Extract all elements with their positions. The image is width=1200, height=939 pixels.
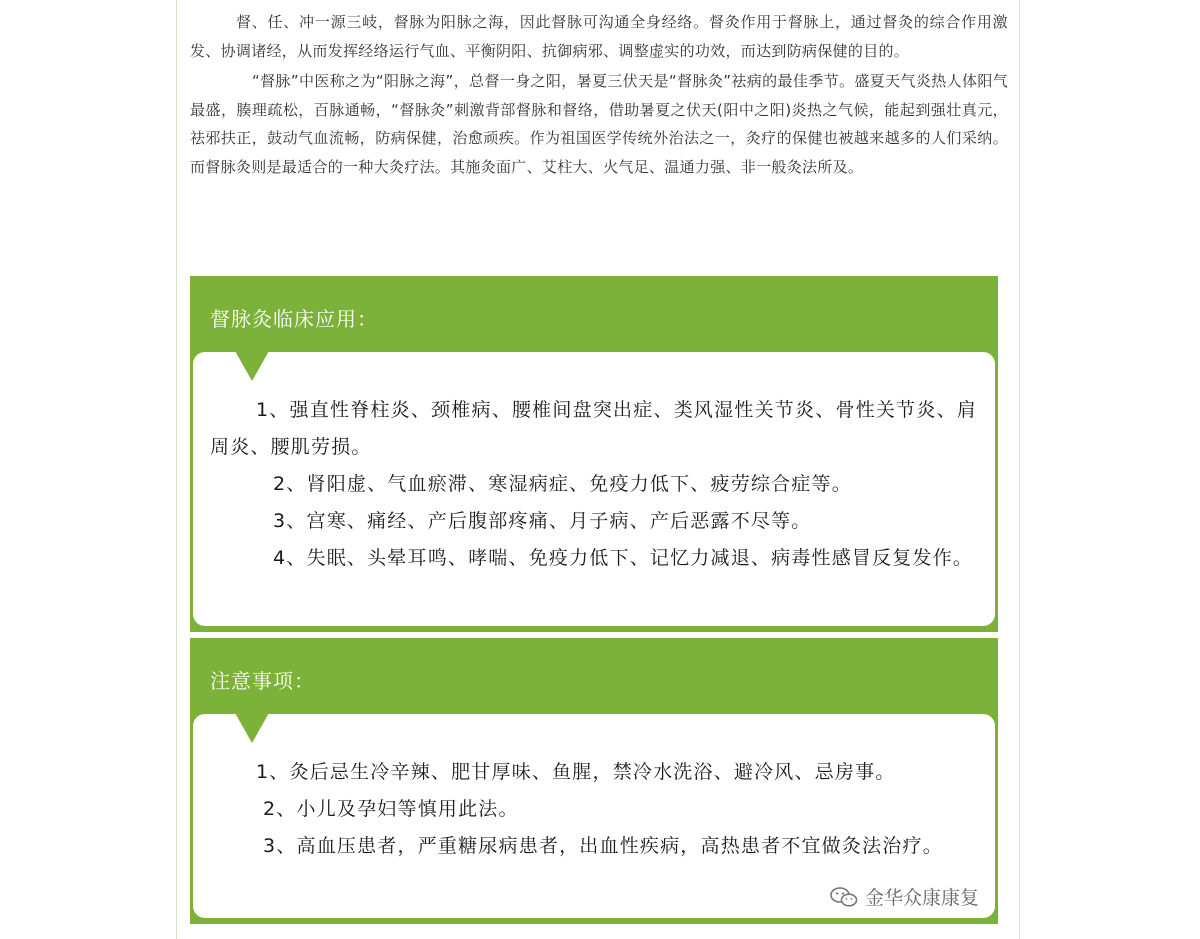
clinical-panel [193, 352, 995, 626]
panel-pointer [235, 351, 269, 381]
clinical-item: 1、强直性脊柱炎、颈椎病、腰椎间盘突出症、类风湿性关节炎、骨性关节炎、肩周炎、腰肌劳损。 [210, 399, 977, 458]
clinical-item: 4、失眠、头晕耳鸣、哮喘、免疫力低下、记忆力减退、病毒性感冒反复发作。 [273, 547, 974, 569]
watermark-text: 金华众康康复 [864, 887, 979, 909]
watermark [829, 883, 979, 910]
notes-panel [193, 714, 995, 918]
clinical-item: 3、宫寒、痛经、产后腹部疼痛、月子病、产后恶露不尽等。 [273, 510, 812, 532]
clinical-section-title: 督脉灸临床应用： [210, 307, 378, 331]
notes-section-title: 注意事项： [210, 669, 315, 693]
clinical-section [190, 276, 998, 632]
intro-paragraph-1: 督、任、冲一源三岐，督脉为阳脉之海，因此督脉可沟通全身经络。督灸作用于督脉上，通过督灸的综合作用激发、协调诸经，从而发挥经络运行气血、平衡阴阳、抗御病邪、调整虚实的功效，而达到防病保健的目的。 [190, 13, 1008, 60]
notes-item: 1、灸后忌生冷辛辣、肥甘厚味、鱼腥，禁冷水洗浴、避冷风、忌房事。 [256, 761, 896, 783]
clinical-item: 2、肾阳虚、气血瘀滞、寒湿病症、免疫力低下、疲劳综合症等。 [273, 473, 852, 495]
wechat-icon [829, 886, 859, 908]
intro-paragraph-2: “督脉”中医称之为“阳脉之海”，总督一身之阳，暑夏三伏天是“督脉灸”祛病的最佳季节。盛夏天气炎热人体阳气最盛，腠理疏松，百脉通畅，“督脉灸”刺激背部督脉和督络，借助暑夏之伏天(阳中之阳)炎热之气候，能起到强壮真元，祛邪扶正，鼓动气血流畅，防病保健，治愈顽疾。作为祖国医学传统外治法之一，灸疗的保健也被越来越多的人们采纳。而督脉灸则是最适合的一种大灸疗法。其施灸面广、艾柱大、火气足、温通力强、非一般灸法所及。 [190, 72, 1008, 176]
notes-item: 3、高血压患者，严重糖尿病患者，出血性疾病，高热患者不宜做灸法治疗。 [263, 835, 943, 857]
panel-pointer [235, 713, 269, 743]
notes-section [190, 638, 998, 924]
intro-text [190, 8, 1008, 181]
notes-item: 2、小儿及孕妇等慎用此法。 [263, 798, 519, 820]
